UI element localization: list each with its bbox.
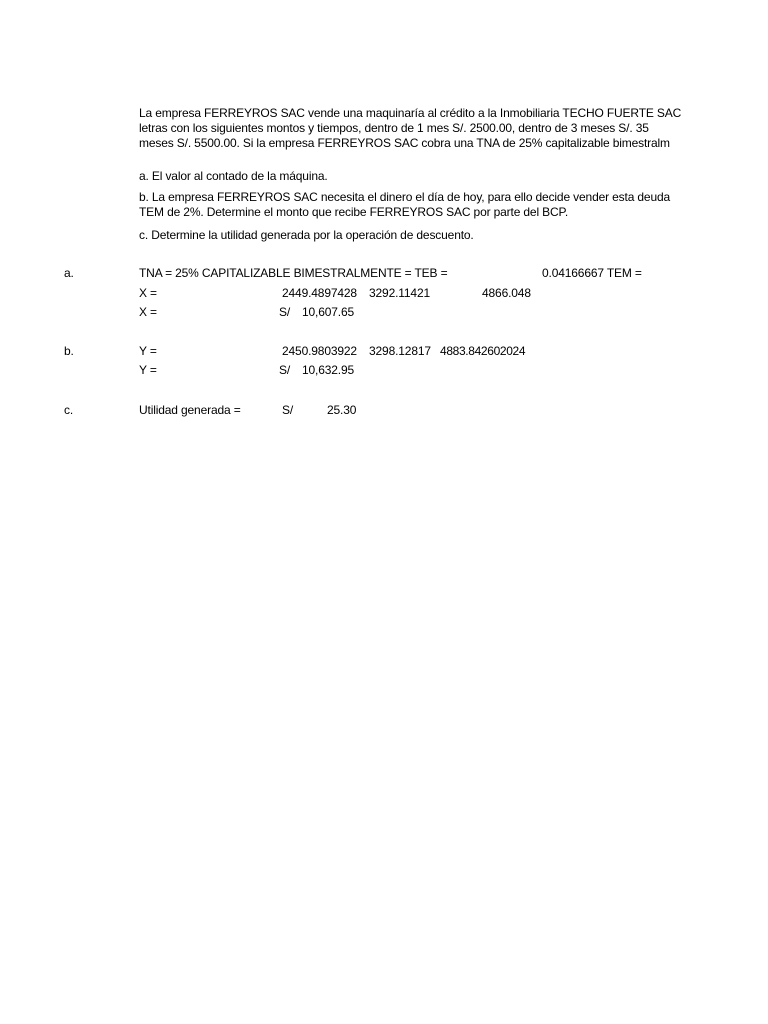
rate-value: 0.04166667 TEM = — [542, 266, 642, 280]
y-value-3: 4883.842602024 — [440, 344, 526, 358]
question-a: a. El valor al contado de la máquina. — [139, 169, 328, 183]
question-c: c. Determine la utilidad generada por la operación de descuento. — [139, 228, 474, 242]
question-b-line-1: b. La empresa FERREYROS SAC necesita el dinero el día de hoy, para ello decide vender esta deuda — [139, 190, 671, 204]
y-label: Y = — [139, 344, 157, 358]
y-total-label: Y = — [139, 363, 157, 377]
problem-line-2: letras con los siguientes montos y tiempos, dentro de 1 mes S/. 2500.00, dentro de 3 meses S/. 35 — [139, 121, 649, 135]
section-a-label: a. — [64, 266, 74, 280]
utility-label: Utilidad generada = — [139, 403, 241, 417]
x-label: X = — [139, 286, 157, 300]
question-b-line-2: TEM de 2%. Determine el monto que recibe FERREYROS SAC por parte del BCP. — [139, 205, 569, 219]
problem-line-1: La empresa FERREYROS SAC vende una maquinaría al crédito a la Inmobiliaria TECHO FUERTE SAC — [139, 106, 682, 120]
y-value-2: 3298.12817 — [369, 344, 431, 358]
x-value-2: 3292.11421 — [369, 286, 431, 300]
utility-value: 25.30 — [327, 403, 357, 417]
problem-line-3: meses S/. 5500.00. Si la empresa FERREYROS SAC cobra una TNA de 25% capitalizable bimestralm — [139, 136, 670, 150]
rate-formula: TNA = 25% CAPITALIZABLE BIMESTRALMENTE = TEB = — [139, 266, 448, 280]
x-total: 10,607.65 — [302, 305, 355, 319]
x-value-1: 2449.4897428 — [282, 286, 357, 300]
x-currency: S/ — [279, 305, 291, 319]
y-total: 10,632.95 — [302, 363, 355, 377]
x-total-label: X = — [139, 305, 157, 319]
section-b-label: b. — [64, 344, 74, 358]
section-c-label: c. — [64, 403, 74, 417]
y-currency: S/ — [279, 363, 291, 377]
utility-currency: S/ — [282, 403, 294, 417]
x-value-3: 4866.048 — [482, 286, 531, 300]
y-value-1: 2450.9803922 — [282, 344, 357, 358]
